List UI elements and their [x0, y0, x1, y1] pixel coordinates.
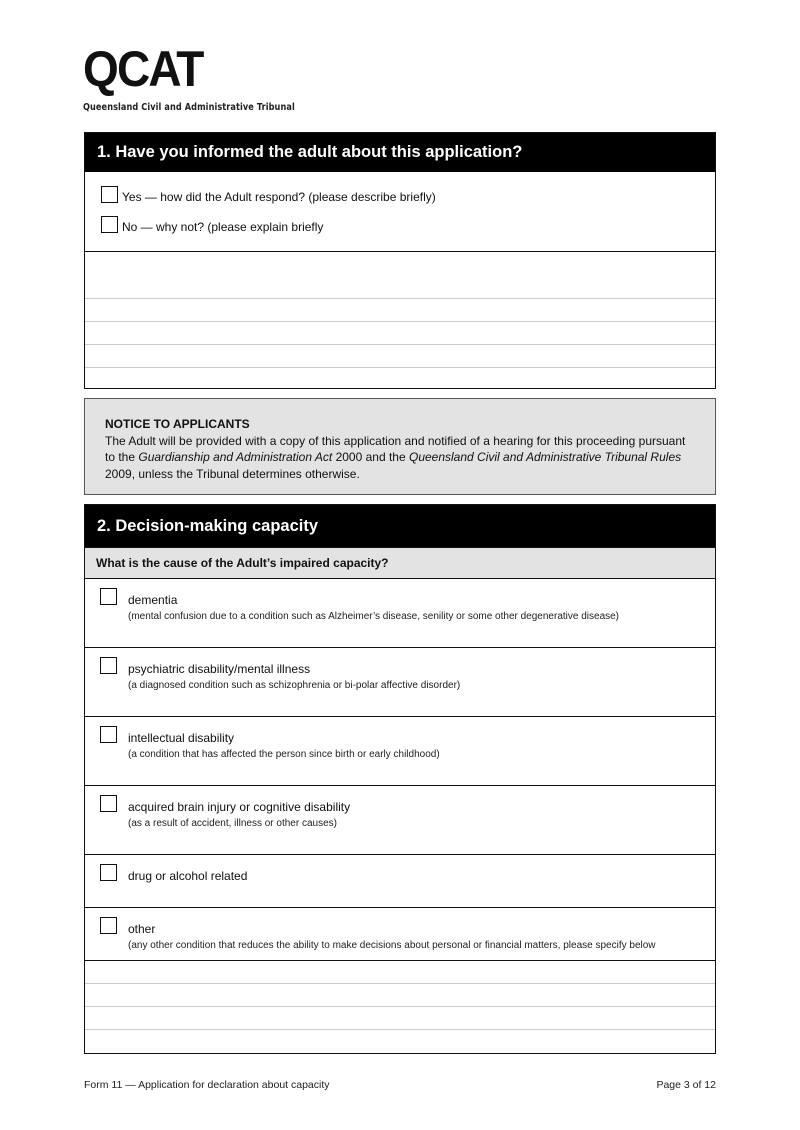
cause-note: (a condition that has affected the person since birth or early childhood): [128, 749, 440, 760]
writing-line: [85, 367, 715, 368]
writing-line: [85, 298, 715, 299]
writing-line: [85, 1029, 715, 1030]
cause-option-psychiatric[interactable]: [85, 648, 715, 717]
cause-note: (as a result of accident, illness or other causes): [128, 818, 337, 829]
notice-title: NOTICE TO APPLICANTS: [105, 417, 250, 431]
cause-option-intellectual[interactable]: [85, 717, 715, 786]
section-informed-adult: [84, 132, 716, 389]
cause-label: dementia: [128, 593, 178, 607]
cause-label: psychiatric disability/mental illness: [128, 662, 311, 676]
section-decision-capacity: [84, 504, 716, 1054]
footer-form-name: Form 11 — Application for declaration about capacity: [84, 1079, 330, 1091]
yes-label: Yes — how did the Adult respond? (please describe briefly): [122, 190, 436, 204]
cause-note: (any other condition that reduces the ability to make decisions about personal or financial matters, please specify below: [128, 940, 656, 951]
notice-to-applicants: [84, 398, 716, 495]
section-2-title: 2. Decision-making capacity: [85, 505, 715, 547]
cause-label: acquired brain injury or cognitive disability: [128, 800, 351, 814]
writing-line: [85, 1006, 715, 1007]
cause-option-other[interactable]: [85, 908, 715, 961]
yes-checkbox[interactable]: [101, 186, 118, 203]
cause-question: What is the cause of the Adult’s impaired capacity?: [85, 547, 715, 579]
cause-note: (mental confusion due to a condition such as Alzheimer’s disease, senility or some other degenerative disease): [128, 611, 620, 622]
notice-text: [105, 433, 695, 483]
cause-checkbox[interactable]: [100, 864, 117, 881]
cause-option-brain-injury[interactable]: [85, 786, 715, 855]
cause-checkbox[interactable]: [100, 657, 117, 674]
no-label: No — why not? (please explain briefly: [122, 220, 324, 234]
cause-option-dementia[interactable]: [85, 579, 715, 648]
no-checkbox[interactable]: [101, 216, 118, 233]
writing-line: [85, 321, 715, 322]
cause-checkbox[interactable]: [100, 795, 117, 812]
act-name: Guardianship and Administration Act: [138, 450, 333, 464]
rules-name: Queensland Civil and Administrative Tribunal Rules: [408, 450, 682, 464]
writing-line: [85, 983, 715, 984]
notice-text-part: 2000 and the: [332, 450, 409, 464]
writing-line: [85, 344, 715, 345]
cause-checkbox[interactable]: [100, 917, 117, 934]
logo-subtitle: Queensland Civil and Administrative Tribunal: [83, 102, 295, 113]
cause-checkbox[interactable]: [100, 588, 117, 605]
qcat-logo: [83, 41, 329, 113]
option-no[interactable]: [101, 216, 323, 233]
section-1-title: 1. Have you informed the adult about this application?: [85, 133, 715, 172]
cause-checkbox[interactable]: [100, 726, 117, 743]
cause-label: intellectual disability: [128, 731, 235, 745]
explanation-text-area[interactable]: [85, 251, 715, 388]
cause-option-drug-alcohol[interactable]: [85, 855, 715, 908]
footer-page-number: Page 3 of 12: [656, 1079, 716, 1091]
cause-note: (a diagnosed condition such as schizophrenia or bi-polar affective disorder): [128, 680, 461, 691]
logo-mark: QCAT: [83, 41, 203, 97]
cause-label: other: [128, 922, 156, 936]
notice-text-part: 2009, unless the Tribunal determines otherwise.: [105, 466, 360, 481]
option-yes[interactable]: [101, 186, 436, 203]
other-specify-area[interactable]: [85, 961, 715, 1053]
notice-text-part: The Adult will be provided with a copy of this application and notified of a hearing for this proceeding pursuant to the: [105, 433, 686, 464]
cause-label: drug or alcohol related: [128, 869, 248, 883]
